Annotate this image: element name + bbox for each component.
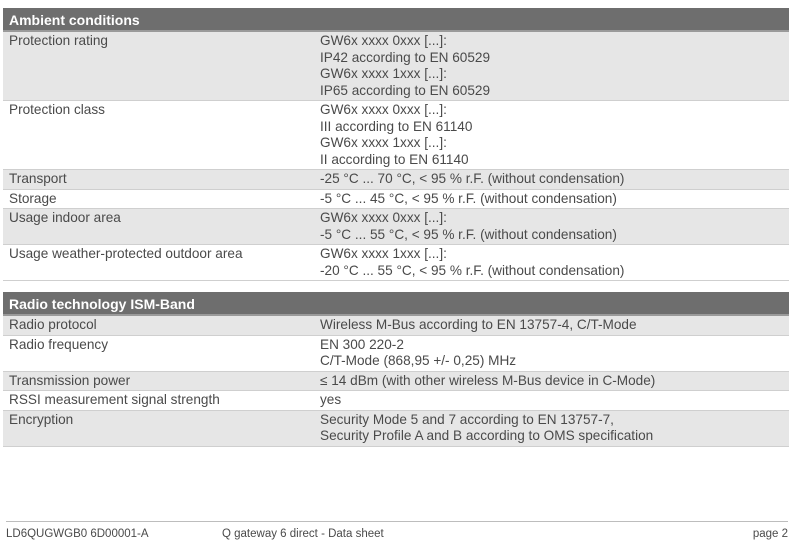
row-value bbox=[320, 317, 789, 334]
table-row bbox=[3, 245, 789, 281]
value-line: Security Mode 5 and 7 according to EN 13757-7, bbox=[320, 411, 614, 427]
value-line: Security Profile A and B according to OMS specification bbox=[320, 428, 654, 443]
section-rows bbox=[3, 316, 789, 447]
section-heading: Ambient conditions bbox=[3, 8, 789, 32]
row-label: Radio frequency bbox=[9, 336, 108, 352]
row-label: Radio protocol bbox=[9, 317, 97, 332]
table-row bbox=[3, 209, 789, 245]
page-footer bbox=[6, 521, 788, 544]
value-line: -5 °C ... 55 °C, < 95 % r.F. (without condensation) bbox=[320, 226, 617, 242]
row-value bbox=[320, 191, 789, 208]
document-code: LD6QUGWGB0 6D00001-A bbox=[6, 528, 149, 540]
row-label: Encryption bbox=[9, 411, 74, 427]
row-value bbox=[320, 246, 789, 279]
value-line: IP42 according to EN 60529 bbox=[320, 49, 491, 65]
value-line: II according to EN 61140 bbox=[320, 151, 469, 167]
value-line: GW6x xxxx 0xxx [...]: bbox=[320, 210, 447, 225]
value-line: yes bbox=[320, 392, 342, 407]
value-line: GW6x xxxx 0xxx [...]: bbox=[320, 33, 447, 48]
row-value bbox=[320, 33, 789, 99]
row-label: Transmission power bbox=[9, 372, 131, 388]
row-label: Usage indoor area bbox=[9, 210, 121, 225]
row-value bbox=[320, 392, 789, 409]
row-value bbox=[320, 412, 789, 445]
value-line: EN 300 220-2 bbox=[320, 336, 404, 352]
value-line: -5 °C ... 45 °C, < 95 % r.F. (without condensation) bbox=[320, 190, 617, 206]
table-row bbox=[3, 372, 789, 392]
value-line: III according to EN 61140 bbox=[320, 118, 473, 134]
document-title: Q gateway 6 direct - Data sheet bbox=[222, 528, 384, 540]
row-value bbox=[320, 337, 789, 370]
row-value bbox=[320, 102, 789, 168]
row-label: Protection class bbox=[9, 102, 105, 117]
row-value bbox=[320, 171, 789, 188]
row-value bbox=[320, 210, 789, 243]
value-line: ≤ 14 dBm (with other wireless M-Bus device in C-Mode) bbox=[320, 372, 656, 388]
table-row bbox=[3, 101, 789, 170]
table-row bbox=[3, 170, 789, 190]
value-line: GW6x xxxx 1xxx [...]: bbox=[320, 66, 447, 81]
value-line: -20 °C ... 55 °C, < 95 % r.F. (without condensation) bbox=[320, 262, 625, 278]
data-sheet bbox=[3, 8, 789, 458]
section-ambient-conditions bbox=[3, 8, 789, 281]
value-line: C/T-Mode (868,95 +/- 0,25) MHz bbox=[320, 353, 517, 368]
section-rows bbox=[3, 32, 789, 281]
value-line: GW6x xxxx 1xxx [...]: bbox=[320, 135, 447, 150]
value-line: GW6x xxxx 1xxx [...]: bbox=[320, 246, 447, 261]
section-heading: Radio technology ISM-Band bbox=[3, 292, 789, 316]
row-label: RSSI measurement signal strength bbox=[9, 392, 220, 407]
table-row bbox=[3, 316, 789, 336]
table-row bbox=[3, 32, 789, 101]
page-number: page 2 bbox=[752, 528, 788, 540]
value-line: -25 °C ... 70 °C, < 95 % r.F. (without condensation) bbox=[320, 171, 625, 186]
value-line: Wireless M-Bus according to EN 13757-4, C/T-Mode bbox=[320, 317, 637, 332]
row-label: Storage bbox=[9, 190, 57, 206]
table-row bbox=[3, 336, 789, 372]
value-line: IP65 according to EN 60529 bbox=[320, 82, 491, 98]
section-radio-technology bbox=[3, 292, 789, 447]
row-label: Usage weather-protected outdoor area bbox=[9, 246, 243, 261]
row-label: Transport bbox=[9, 171, 67, 186]
table-row bbox=[3, 391, 789, 411]
value-line: GW6x xxxx 0xxx [...]: bbox=[320, 102, 447, 117]
table-row bbox=[3, 190, 789, 210]
row-value bbox=[320, 373, 789, 390]
row-label: Protection rating bbox=[9, 33, 108, 48]
table-row bbox=[3, 411, 789, 447]
